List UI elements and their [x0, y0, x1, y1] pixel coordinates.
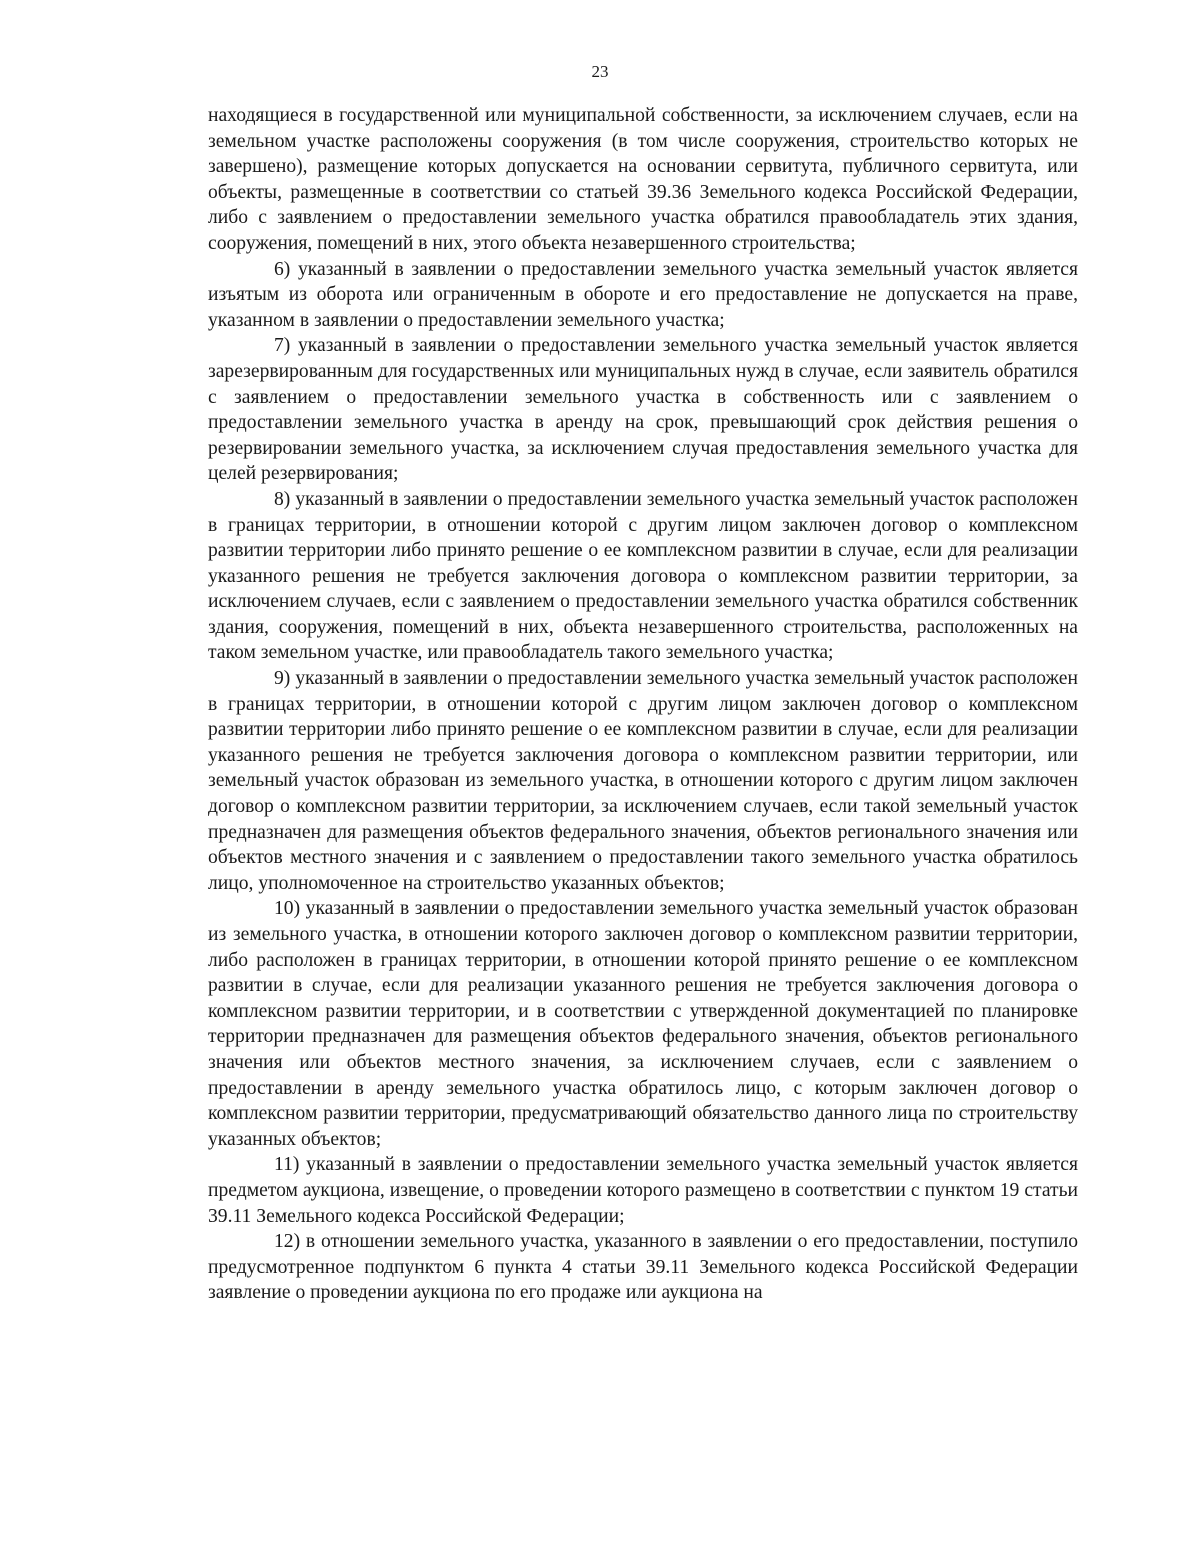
paragraph-continuation: находящиеся в государственной или муниципальной собственности, за исключением случаев, если на земельном участке расположены сооружения (в том числе сооружения, строительство которых не завершено), размещение которых допускается на основании сервитута, публичного сервитута, или объекты, размещенные в соответствии со статьей 39.36 Земельного кодекса Российской Федерации, либо с заявлением о предоставлении земельного участка обратился правообладатель этих здания, сооружения, помещений в них, этого объекта незавершенного строительства;	[208, 105, 1078, 254]
paragraph-item-10: 10) указанный в заявлении о предоставлении земельного участка земельный участок образован из земельного участка, в отношении которого заключен договор о комплексном развитии территории, либо расположен в границах территории, в отношении которой принято решение о ее комплексном развитии в случае, если для реализации указанного решения не требуется заключения договора о комплексном развитии территории, и в соответствии с утвержденной документацией по планировке территории предназначен для размещения объектов федерального значения, объектов регионального значения или объектов местного значения, за исключением случаев, если с заявлением о предоставлении в аренду земельного участка обратилось лицо, с которым заключен договор о комплексном развитии территории, предусматривающий обязательство данного лица по строительству указанных объектов;	[208, 898, 1078, 1150]
paragraph-item-8: 8) указанный в заявлении о предоставлении земельного участка земельный участок расположен в границах территории, в отношении которой с другим лицом заключен договор о комплексном развитии территории либо принято решение о ее комплексном развитии в случае, если для реализации указанного решения не требуется заключения договора о комплексном развитии территории, за исключением случаев, если с заявлением о предоставлении земельного участка обратился собственник здания, сооружения, помещений в них, объекта незавершенного строительства, расположенных на таком земельном участке, или правообладатель такого земельного участка;	[208, 488, 1078, 664]
paragraph-item-12: 12) в отношении земельного участка, указанного в заявлении о его предоставлении, поступило предусмотренное подпунктом 6 пункта 4 статьи 39.11 Земельного кодекса Российской Федерации заявление о проведении аукциона по его продаже или аукциона на	[208, 1231, 1078, 1304]
paragraph-item-7: 7) указанный в заявлении о предоставлении земельного участка земельный участок является зарезервированным для государственных или муниципальных нужд в случае, если заявитель обратился с заявлением о предоставлении земельного участка в собственность или с заявлением о предоставлении земельного участка в аренду на срок, превышающий срок действия решения о резервировании земельного участка, за исключением случая предоставления земельного участка для целей резервирования;	[208, 335, 1078, 485]
paragraph-item-11: 11) указанный в заявлении о предоставлении земельного участка земельный участок является предметом аукциона, извещение, о проведении которого размещено в соответствии с пунктом 19 статьи 39.11 Земельного кодекса Российской Федерации;	[208, 1154, 1078, 1227]
page-number: 23	[591, 62, 609, 81]
document-body	[208, 103, 1078, 1306]
paragraph-item-9: 9) указанный в заявлении о предоставлении земельного участка земельный участок расположен в границах территории, в отношении которой с другим лицом заключен договор о комплексном развитии территории либо принято решение о ее комплексном развитии в случае, если для реализации указанного решения не требуется заключения договора о комплексном развитии территории, или земельный участок образован из земельного участка, в отношении которого с другим лицом заключен договор о комплексном развитии территории, за исключением случаев, если такой земельный участок предназначен для размещения объектов федерального значения, объектов регионального значения или объектов местного значения и с заявлением о предоставлении такого земельного участка обратилось лицо, уполномоченное на строительство указанных объектов;	[208, 668, 1078, 894]
paragraph-item-6: 6) указанный в заявлении о предоставлении земельного участка земельный участок является изъятым из оборота или ограниченным в обороте и его предоставление не допускается на праве, указанном в заявлении о предоставлении земельного участка;	[208, 258, 1078, 331]
